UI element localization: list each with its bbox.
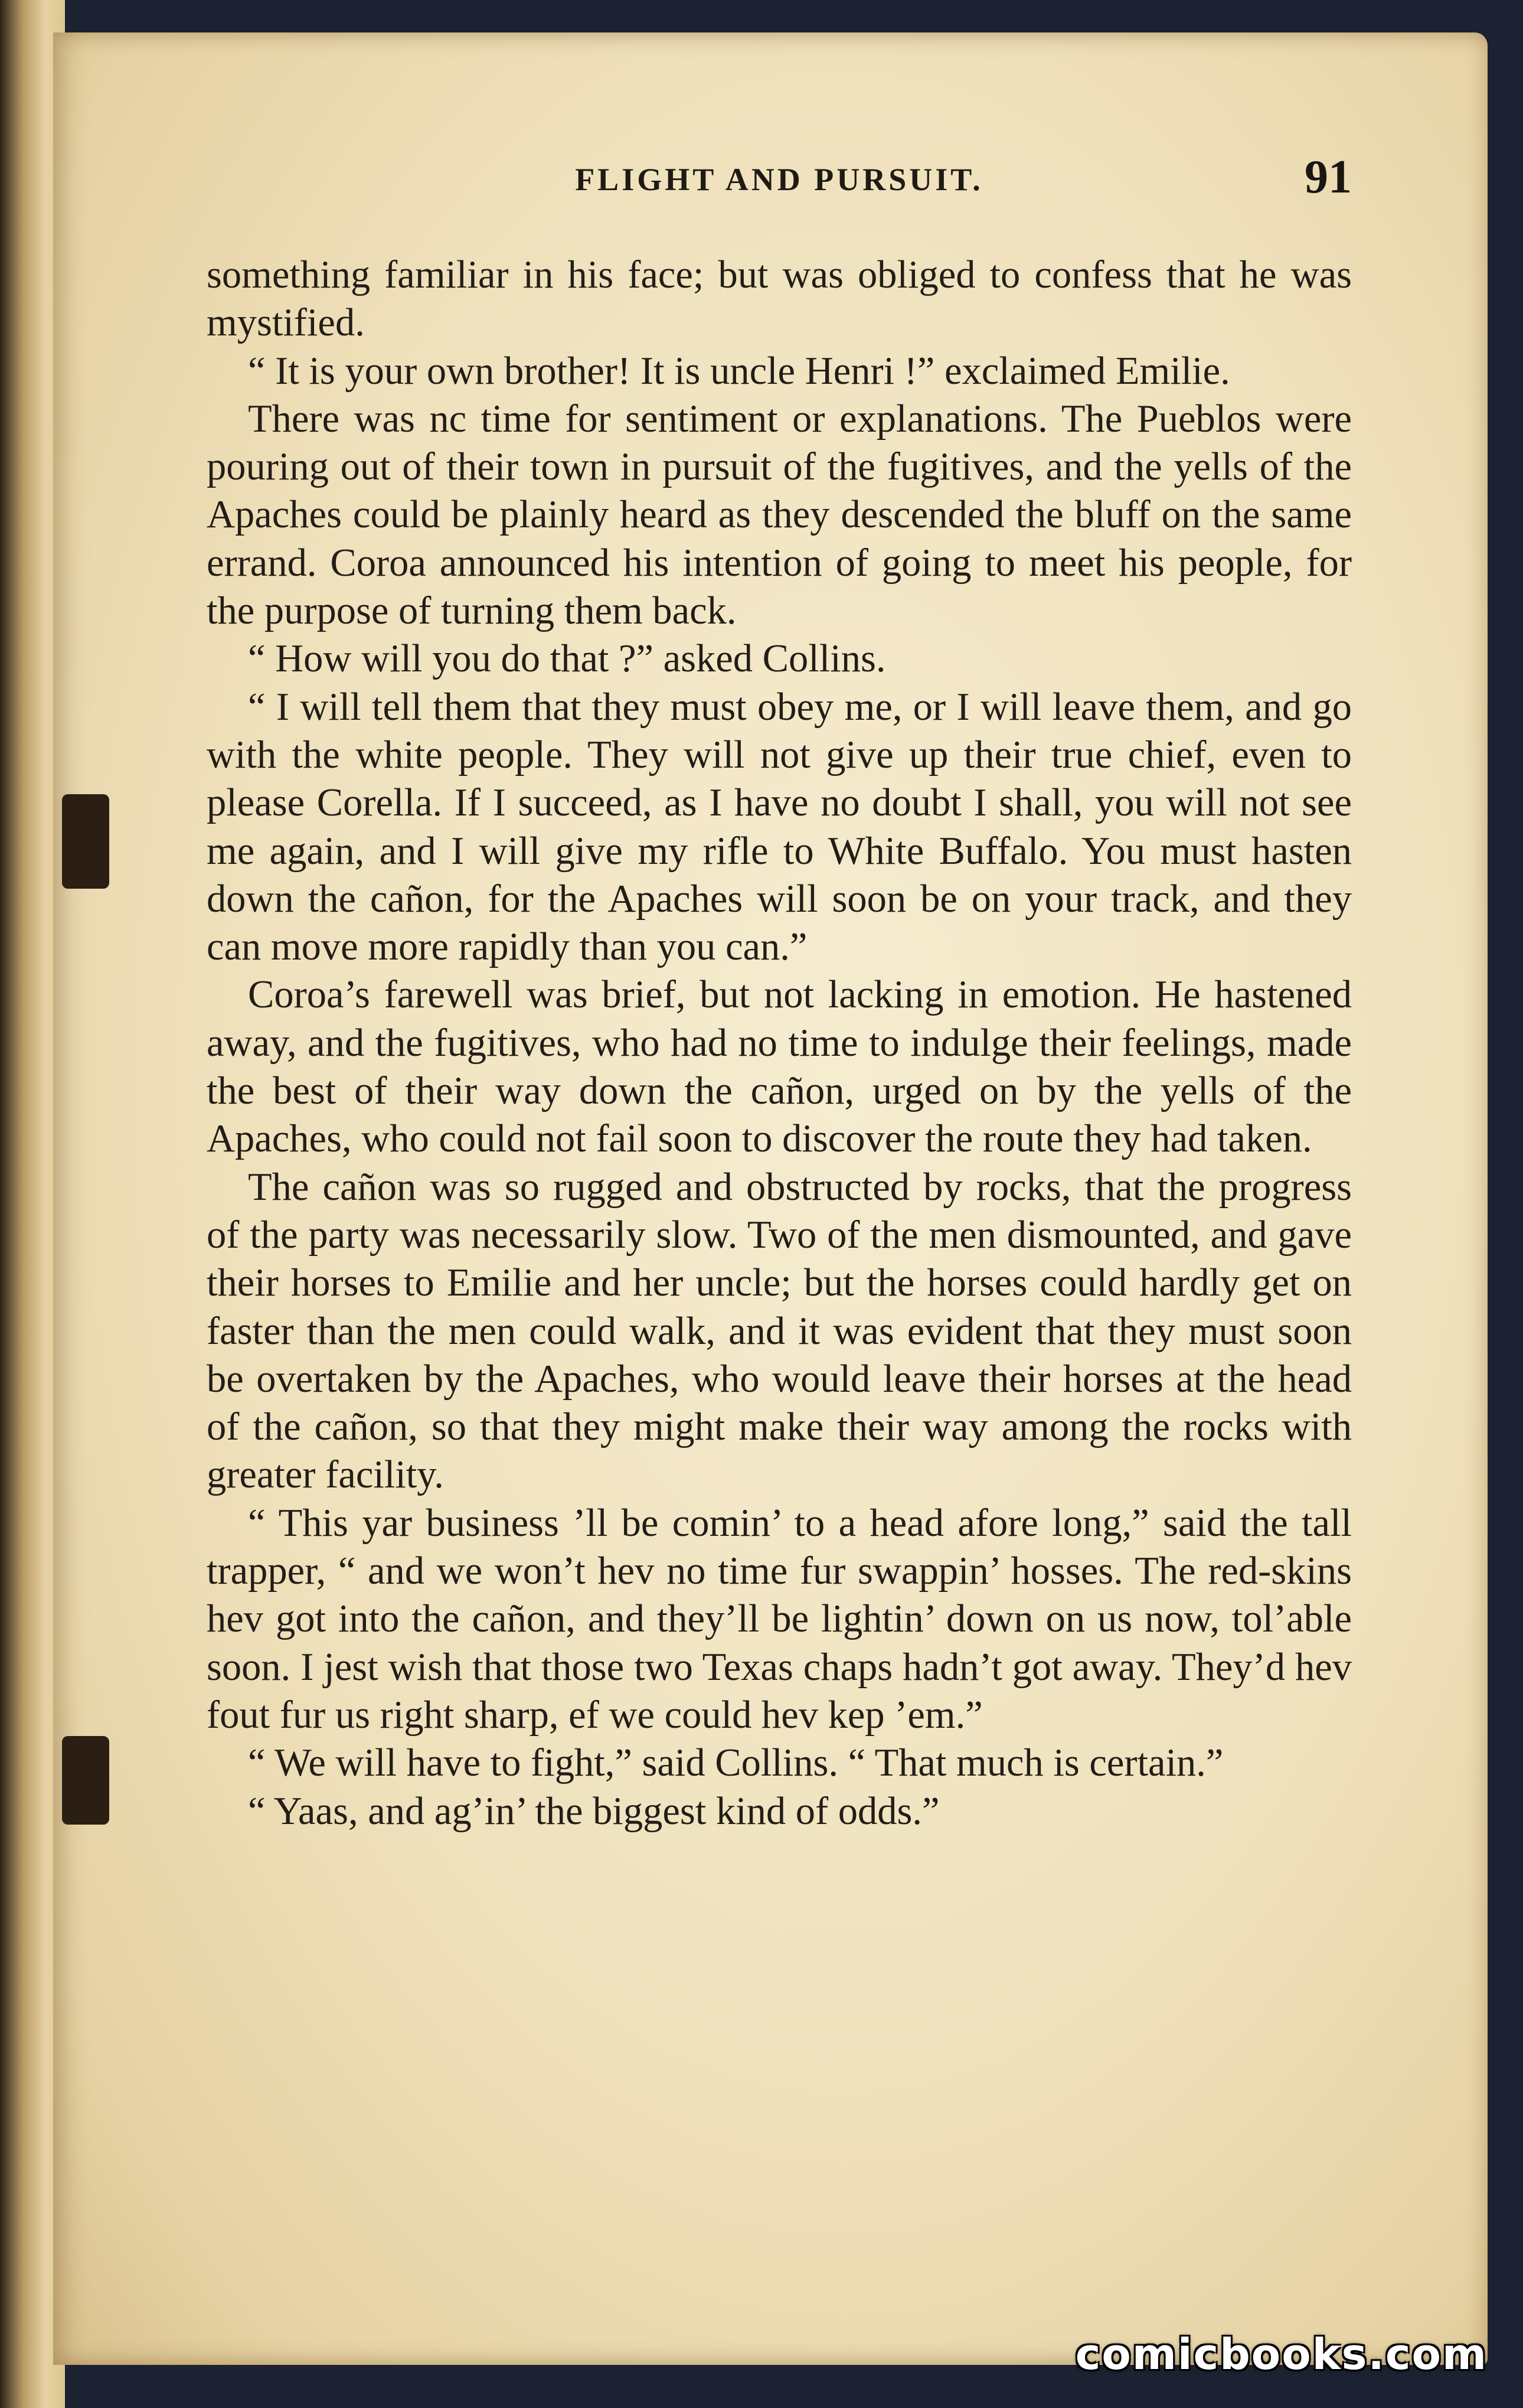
- paragraph: Coroa’s farewell was brief, but not lacking in emotion. He hastened away, and the fugitives, who had no time to indulge their feelings, made the best of their way down the cañon, urged on by the yells of the Apaches, who could not fail soon to discover the route they had taken.: [207, 973, 1352, 1161]
- binding-hole-lower: [62, 1736, 109, 1825]
- page-number: 91: [1305, 151, 1352, 203]
- paragraph: “ We will have to fight,” said Collins. “ That much is certain.”: [248, 1741, 1224, 1785]
- paragraph: “ It is your own brother! It is uncle Henri !” exclaimed Emilie.: [248, 349, 1230, 393]
- paragraph: The cañon was so rugged and obstructed by rocks, that the progress of the party was necessarily slow. Two of the men dismounted, and gave their horses to Emilie and her uncle; but the horses could hardly get on faster than the men could walk, and it was evident that they must soon be overtaken by the Apaches, who would leave their horses at the head of the cañon, so that they might make their way among the rocks with greater facility.: [207, 1165, 1352, 1497]
- paragraph: There was nc time for sentiment or explanations. The Pueblos were pouring out of their town in pursuit of the fugitives, and the yells of the Apaches could be plainly heard as they descended the bluff on the same errand. Coroa announced his intention of going to meet his people, for the purpose of turning them back.: [207, 397, 1352, 633]
- paragraph: “ Yaas, and ag’in’ the biggest kind of odds.”: [248, 1789, 940, 1833]
- paragraph: something familiar in his face; but was obliged to confess that he was mystified.: [207, 253, 1352, 345]
- page-header: [207, 151, 1352, 204]
- running-head: FLIGHT AND PURSUIT.: [575, 162, 983, 197]
- paragraph: “ How will you do that ?” asked Collins.: [248, 637, 886, 681]
- body-text: [207, 251, 1352, 1835]
- paragraph: “ This yar business ’ll be comin’ to a head afore long,” said the tall trapper, “ and we won’t hev no time fur swappin’ hosses. The red-skins hev got into the cañon, and they’ll be lightin’ down on us now, tol’able soon. I jest wish that those two Texas chaps hadn’t got away. They’d hev fout fur us right sharp, ef we could hev kep ’em.”: [207, 1501, 1352, 1737]
- site-watermark: comicbooks.com: [1075, 2329, 1488, 2379]
- paragraph: “ I will tell them that they must obey me, or I will leave them, and go with the white people. They will not give up their true chief, even to please Corella. If I succeed, as I have no doubt I shall, you will not see me again, and I will give my rifle to White Buffalo. You must hasten down the cañon, for the Apaches will soon be on your track, and they can move more rapidly than you can.”: [207, 685, 1352, 969]
- binding-hole-upper: [62, 794, 109, 889]
